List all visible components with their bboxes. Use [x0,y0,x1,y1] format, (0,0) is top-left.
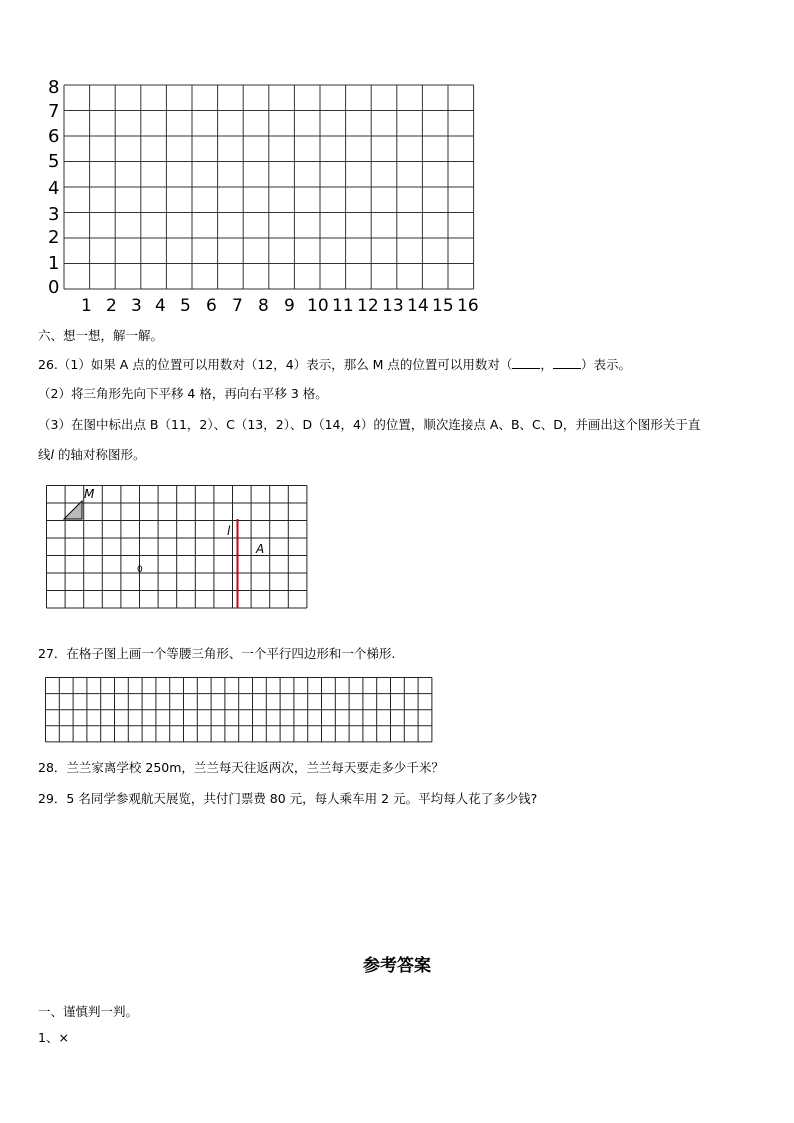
q26-text-after: ）表示。 [580,357,631,372]
x-tick-label: 15 [432,296,454,316]
x-tick-label: 8 [258,296,269,316]
q26-3-line-symbol: l [50,447,54,462]
y-tick-label: 8 [48,77,60,98]
drawing-grid-lines [46,678,432,742]
x-tick-label: 7 [232,296,243,316]
x-tick-label: 2 [106,296,117,316]
label-l: l [227,524,231,538]
x-tick-label: 5 [180,296,191,316]
label-m: M [84,487,95,501]
q26-text-before: 26.（1）如果 A 点的位置可以用数对（12，4）表示，那么 M 点的位置可以用数对（ [38,357,513,372]
label-a: A [256,542,265,556]
x-tick-label: 12 [357,296,379,316]
question-26-part-2: （2）将三角形先向下平移 4 格，再向右平移 3 格。 [38,386,328,401]
x-tick-label: 16 [457,296,479,316]
y-tick-label: 6 [48,126,60,147]
x-tick-label: 14 [407,296,429,316]
y-tick-label: 3 [48,204,60,225]
question-27: 27．在格子图上画一个等腰三角形、一个平行四边形和一个梯形. [38,646,396,661]
y-tick-label: 5 [48,151,60,172]
x-tick-label: 4 [155,296,166,316]
y-tick-label: 2 [48,227,60,248]
drawing-grid[interactable] [44,676,434,744]
coordinate-grid-lines [64,85,474,289]
answer-blank-1[interactable] [512,356,540,369]
y-tick-label: 7 [48,101,60,122]
x-tick-label: 1 [81,296,92,316]
x-tick-label: 11 [332,296,354,316]
q26-3-text-b: 的轴对称图形。 [54,447,146,462]
question-26-part-1 [38,356,631,373]
y-axis-labels [48,77,59,298]
section-heading: 六、想一想，解一解。 [38,328,164,343]
label-o: 0 [137,565,143,575]
x-tick-label: 10 [307,296,329,316]
answer-blank-2[interactable] [553,356,581,369]
answers-section-heading: 一、谨慎判一判。 [38,1004,139,1019]
coordinate-grid [40,75,490,320]
y-tick-label: 0 [48,277,60,298]
question-26-part-3-line2 [38,447,145,463]
y-tick-label: 1 [48,253,60,274]
x-tick-label: 13 [382,296,404,316]
answer-1: 1、× [38,1030,69,1045]
x-tick-label: 3 [131,296,142,316]
question-28: 28．兰兰家离学校 250m，兰兰每天往返两次，兰兰每天要走多少千米？ [38,760,444,775]
q26-3-text-a: 线 [38,447,51,462]
symmetry-grid [45,484,311,626]
y-tick-label: 4 [48,178,60,199]
symmetry-grid-lines [47,486,307,609]
question-29: 29．5 名同学参观航天展览，共付门票费 80 元，每人乘车用 2 元。平均每人花了多少钱? [38,791,538,806]
triangle-shape [64,501,82,519]
question-26-part-3-line1: （3）在图中标出点 B（11，2）、C（13，2）、D（14，4）的位置，顺次连接点 A、B、C、D，并画出这个图形关于直 [38,417,701,432]
x-tick-label: 9 [284,296,295,316]
q26-comma: ， [540,357,553,372]
x-axis-labels [81,296,479,316]
x-tick-label: 6 [206,296,217,316]
answers-title: 参考答案 [363,956,431,976]
